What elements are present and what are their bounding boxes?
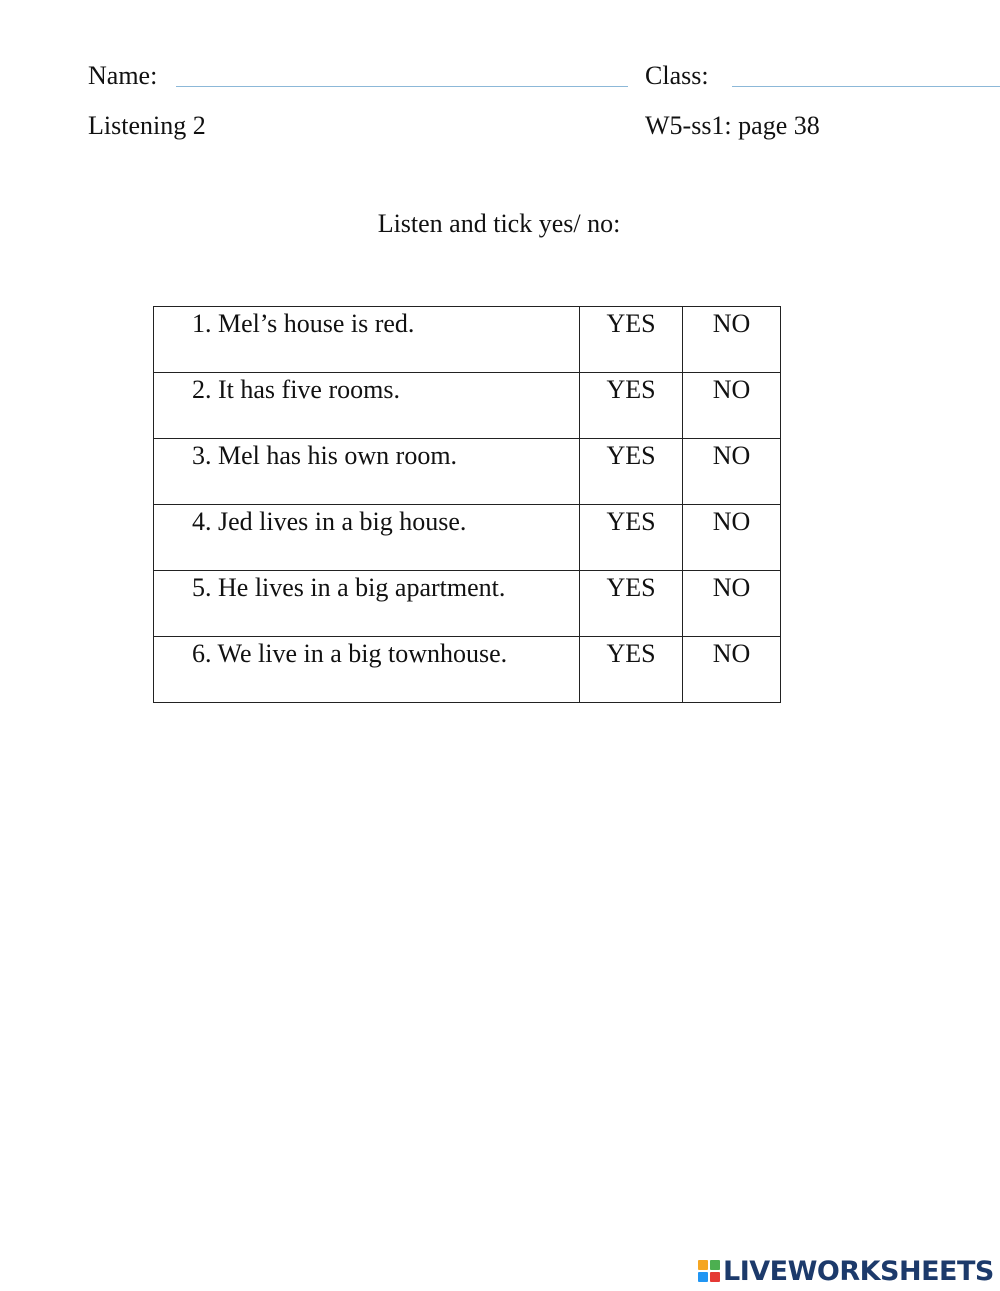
yes-option[interactable]: YES bbox=[580, 571, 683, 637]
instruction-text: Listen and tick yes/ no: bbox=[377, 209, 621, 238]
no-option[interactable]: NO bbox=[683, 439, 781, 505]
name-input-line[interactable] bbox=[176, 86, 628, 87]
no-option[interactable]: NO bbox=[683, 505, 781, 571]
question-text: 4. Jed lives in a big house. bbox=[154, 505, 580, 571]
yes-no-table bbox=[153, 306, 781, 703]
no-option[interactable]: NO bbox=[683, 307, 781, 373]
table-row bbox=[154, 637, 781, 703]
no-option[interactable]: NO bbox=[683, 637, 781, 703]
question-text: 3. Mel has his own room. bbox=[154, 439, 580, 505]
no-option[interactable]: NO bbox=[683, 373, 781, 439]
worksheet-title: Listening 2 bbox=[88, 111, 206, 140]
liveworksheets-logo-icon bbox=[698, 1260, 720, 1282]
yes-option[interactable]: YES bbox=[580, 307, 683, 373]
page-reference: W5-ss1: page 38 bbox=[645, 111, 820, 140]
table-row bbox=[154, 439, 781, 505]
question-text: 1. Mel’s house is red. bbox=[154, 307, 580, 373]
question-text: 6. We live in a big townhouse. bbox=[154, 637, 580, 703]
question-text: 2. It has five rooms. bbox=[154, 373, 580, 439]
yes-option[interactable]: YES bbox=[580, 439, 683, 505]
yes-option[interactable]: YES bbox=[580, 505, 683, 571]
name-label: Name: bbox=[88, 61, 158, 90]
class-label: Class: bbox=[645, 61, 709, 90]
table-row bbox=[154, 505, 781, 571]
yes-option[interactable]: YES bbox=[580, 373, 683, 439]
yes-option[interactable]: YES bbox=[580, 637, 683, 703]
question-text: 5. He lives in a big apartment. bbox=[154, 571, 580, 637]
no-option[interactable]: NO bbox=[683, 571, 781, 637]
logo-wordmark: LIVEWORKSHEETS bbox=[723, 1255, 994, 1287]
class-input-line[interactable] bbox=[732, 86, 1000, 87]
table-row bbox=[154, 307, 781, 373]
table-row bbox=[154, 571, 781, 637]
table-row bbox=[154, 373, 781, 439]
liveworksheets-logo[interactable] bbox=[698, 1256, 994, 1286]
